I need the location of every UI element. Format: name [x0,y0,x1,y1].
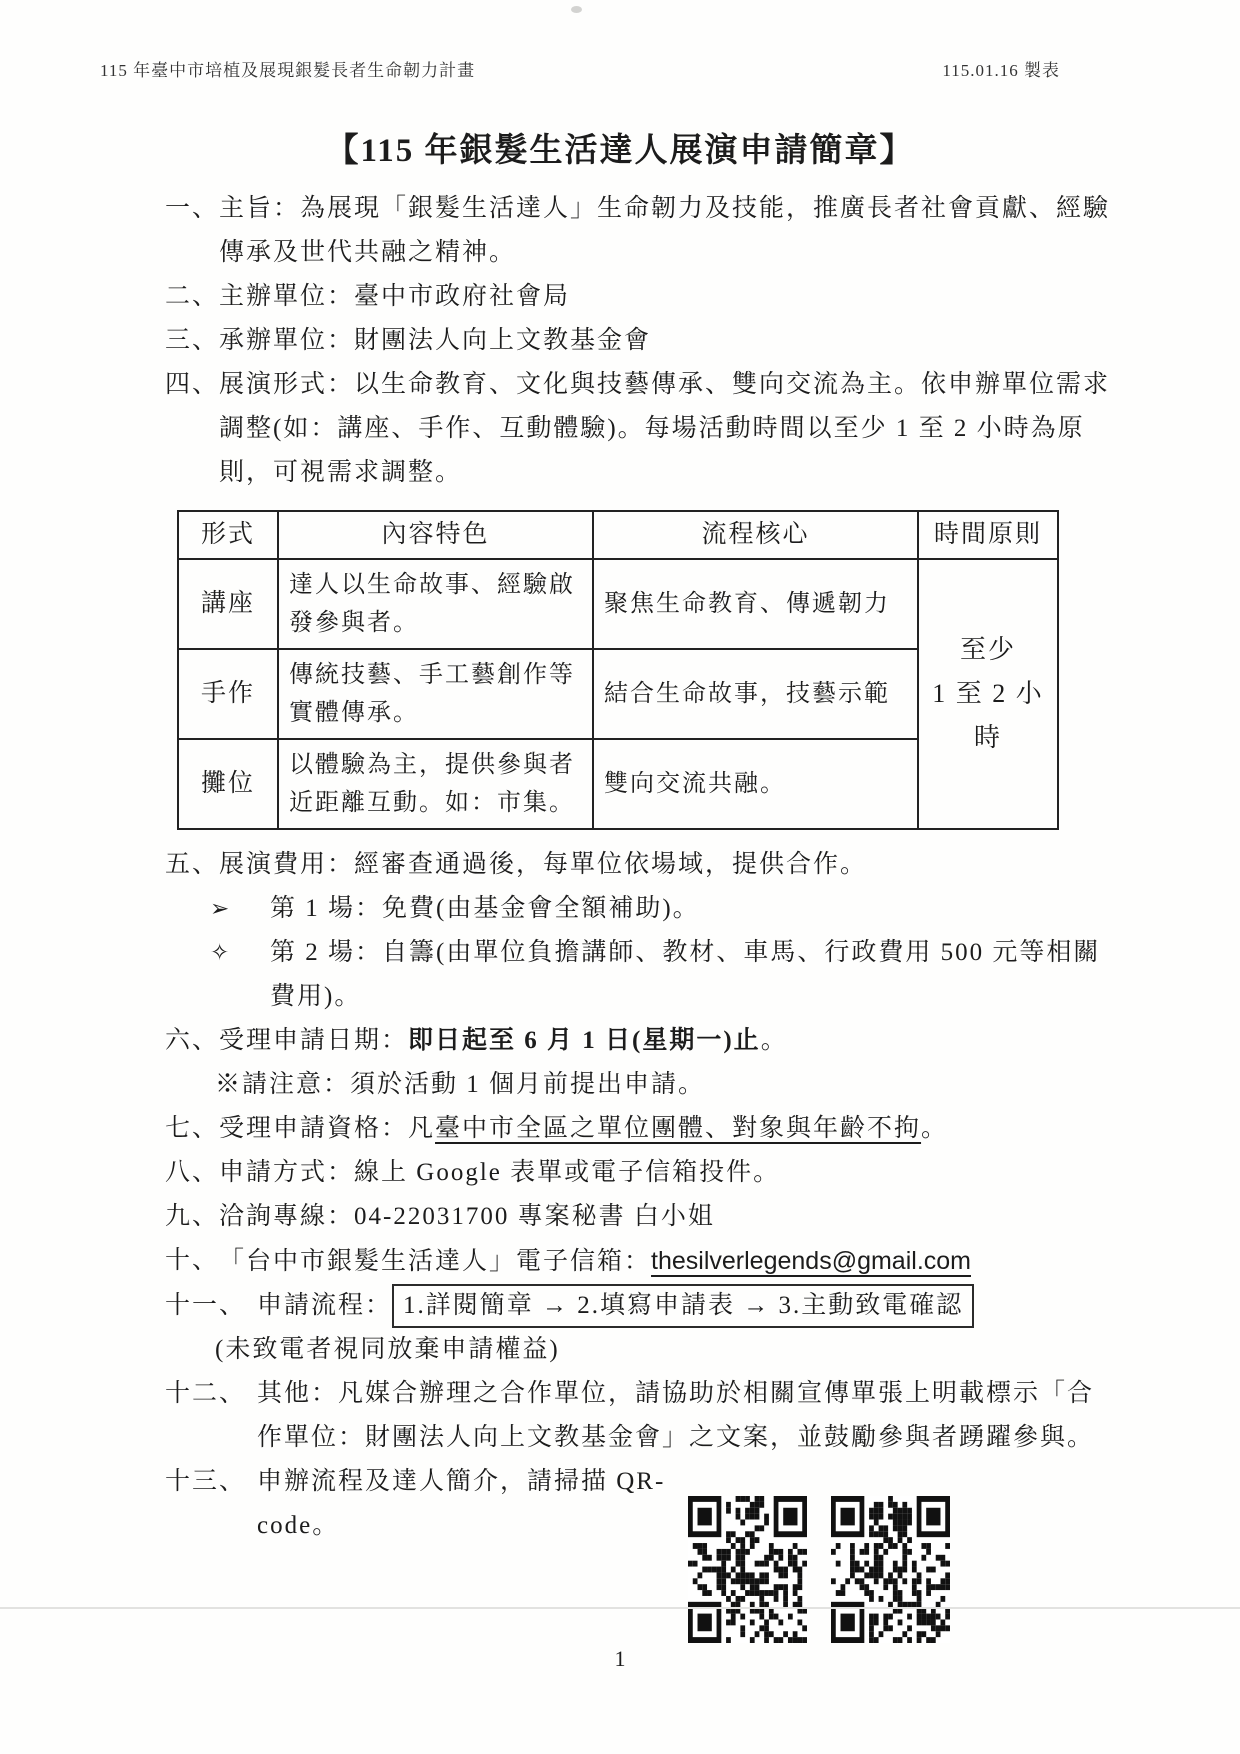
section-text: 主辦單位：臺中市政府社會局 [219,283,571,310]
section-number: 三、 [165,327,220,354]
cell-core: 雙向交流共融。 [593,739,918,829]
header-date-stamp: 115.01.16 製表 [942,61,1060,80]
section-text [219,1239,1120,1284]
flow-note: (未致電者視同放棄申請權益) [215,1336,560,1363]
email-prefix: 「台中市銀髮生活達人」電子信箱： [219,1248,652,1275]
deadline-prefix: 受理申請日期： [219,1027,409,1054]
col-header-form: 形式 [178,511,278,559]
section-deadline [165,1019,1120,1063]
eligibility-prefix: 受理申請資格：凡 [219,1115,436,1142]
section-other [165,1372,1120,1460]
cell-content: 傳統技藝、手工藝創作等實體傳承。 [278,649,593,739]
qr-code-1 [688,1496,807,1643]
section-fees [165,843,1120,887]
cell-content: 以體驗為主，提供參與者近距離互動。如：市集。 [278,739,593,829]
section-number: 五、 [165,851,220,878]
page-number: 1 [614,1646,626,1671]
section-number: 二、 [165,283,220,310]
section-text [257,1284,1120,1328]
diamond-bullet-icon: ✧ [210,940,232,966]
cell-form: 講座 [178,559,278,649]
section-text: 展演形式：以生命教育、文化與技藝傳承、雙向交流為主。依申辦單位需求調整(如：講座、手作、互動體驗)。每場活動時間以至少 1 至 2 小時為原則，可視需求調整。 [219,371,1111,486]
header-plan-name: 115 年臺中市培植及展現銀髮長者生命韌力計畫 [100,61,476,80]
section-number: 十二、 [165,1380,247,1407]
page-title: 【115 年銀髮生活達人展演申請簡章】 [325,133,915,169]
bullet-item-session2 [210,931,1120,1019]
cell-core: 聚焦生命教育、傳遞韌力 [593,559,918,649]
section-text: 主旨：為展現「銀髮生活達人」生命韌力及技能，推廣長者社會貢獻、經驗傳承及世代共融之精神。 [219,195,1111,266]
scan-line-artifact [0,1607,1240,1609]
section-contact-phone [165,1195,1120,1239]
section-format [165,363,1120,495]
bullet-text: 第 2 場：自籌(由單位負擔講師、教材、車馬、行政費用 500 元等相關費用)。 [270,939,1101,1010]
section-text: 其他：凡媒合辦理之合作單位，請協助於相關宣傳單張上明載標示「合作單位：財團法人向上文教基金會」之文案，並鼓勵參與者踴躍參與。 [257,1380,1095,1451]
section-qr-info [165,1460,1120,1548]
section-text: 申請方式：線上 Google 表單或電子信箱投件。 [219,1159,781,1186]
table-row [178,559,1058,649]
deadline-note: ※請注意：須於活動 1 個月前提出申請。 [215,1071,706,1098]
table-header-row [178,511,1058,559]
section-number: 十、 [165,1247,220,1274]
deadline-date-emphasis: 即日起至 6 月 1 日(星期一)止 [408,1027,761,1054]
section-purpose [165,187,1120,275]
section-number: 八、 [165,1159,220,1186]
section-number: 九、 [165,1203,220,1230]
scan-smudge-artifact [571,6,582,13]
bullet-text: 第 1 場：免費(由基金會全額補助)。 [270,895,700,922]
formats-table [177,510,1059,830]
section-eligibility [165,1107,1120,1151]
deadline-suffix: 。 [760,1027,788,1054]
section-number: 四、 [165,371,220,398]
section-text: 展演費用：經審查通過後，每單位依場域，提供合作。 [219,851,868,878]
section-email [165,1239,1120,1284]
cell-core: 結合生命故事，技藝示範 [593,649,918,739]
section-number: 一、 [165,195,220,222]
eligibility-suffix: 。 [921,1115,949,1142]
document-header [0,0,1240,81]
flow-steps-box: 1.詳閱簡章 → 2.填寫申請表 → 3.主動致電確認 [392,1284,974,1328]
section-apply-flow [165,1284,1120,1328]
section-text: 洽詢專線：04-22031700 專案秘書 白小姐 [219,1203,715,1230]
col-header-core: 流程核心 [593,511,918,559]
qr-codes-block [688,1496,950,1643]
document-body [165,187,1120,1548]
time-rule-line: 1 至 2 小時 [932,679,1044,752]
time-rule-line: 至少 [959,635,1016,664]
qr-code-2 [831,1496,950,1643]
cell-content: 達人以生命故事、經驗啟發參與者。 [278,559,593,649]
flow-prefix: 申請流程： [257,1292,393,1319]
section-number: 十三、 [165,1468,247,1495]
cell-time-rule [918,559,1058,829]
section-text [219,1019,1120,1063]
section-number: 六、 [165,1027,220,1054]
cell-form: 手作 [178,649,278,739]
section-organizer [165,275,1120,319]
arrow-bullet-icon: ➢ [210,896,232,922]
section-text: 申辦流程及達人簡介，請掃描 QR-code。 [257,1468,666,1539]
col-header-content: 內容特色 [278,511,593,559]
col-header-time: 時間原則 [918,511,1058,559]
section-co-organizer [165,319,1120,363]
section-apply-method [165,1151,1120,1195]
email-address: thesilverlegends@gmail.com [651,1247,971,1275]
section-number: 十一、 [165,1292,247,1319]
bullet-item-session1 [210,887,1120,931]
section-text: 承辦單位：財團法人向上文教基金會 [219,327,652,354]
section-number: 七、 [165,1115,220,1142]
section-text [219,1107,1120,1151]
cell-form: 攤位 [178,739,278,829]
eligibility-underlined: 臺中市全區之單位團體、對象與年齡不拘 [435,1115,922,1142]
